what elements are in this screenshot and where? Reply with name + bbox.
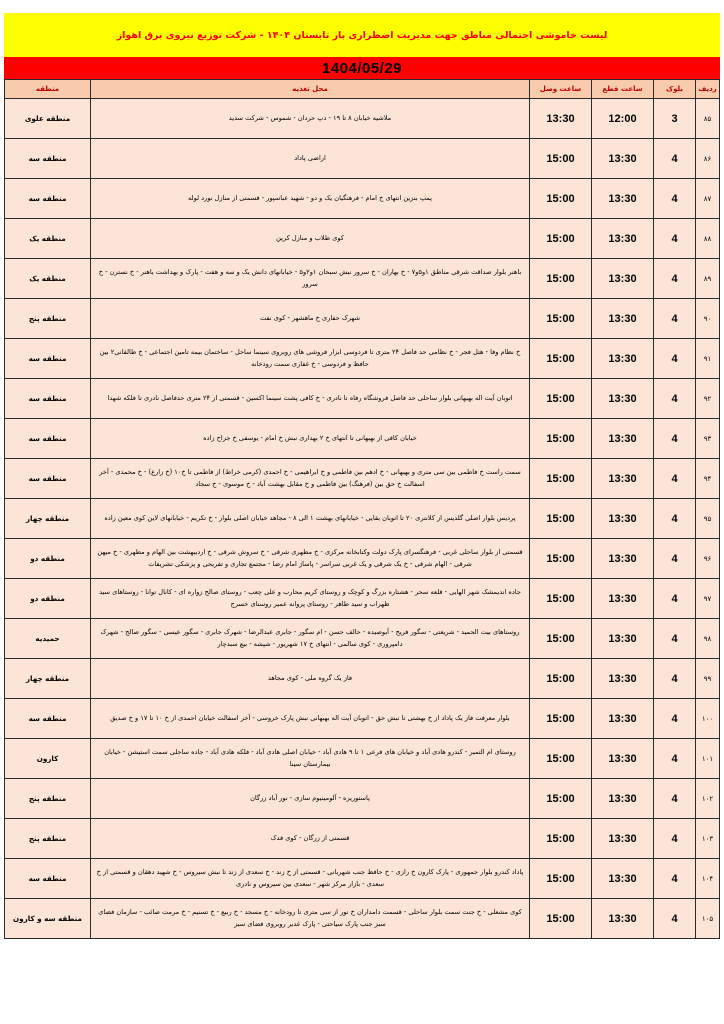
row-number-cell: ۸۷ [696, 179, 720, 219]
region-cell: منطقه علوی [5, 99, 91, 139]
block-cell: 4 [654, 579, 696, 619]
block-cell: 4 [654, 899, 696, 939]
table-header-row [5, 80, 720, 99]
table-row [5, 179, 720, 219]
region-cell: منطقه دو [5, 579, 91, 619]
region-cell: منطقه سه [5, 339, 91, 379]
block-cell: 3 [654, 99, 696, 139]
date-band [4, 57, 720, 79]
table-row [5, 419, 720, 459]
block-cell: 4 [654, 659, 696, 699]
table-row [5, 739, 720, 779]
region-cell: منطقه پنج [5, 779, 91, 819]
feed-location-cell: شهرک حفاری خ ماهشهر - کوی نفت [91, 299, 530, 339]
table-row [5, 859, 720, 899]
cut-time-cell: 13:30 [592, 699, 654, 739]
table-row [5, 339, 720, 379]
region-cell: منطقه دو [5, 539, 91, 579]
col-header-reconnect-time: ساعت وصل [530, 80, 592, 99]
region-cell: منطقه چهار [5, 499, 91, 539]
row-number-cell: ۱۰۳ [696, 819, 720, 859]
block-cell: 4 [654, 299, 696, 339]
block-cell: 4 [654, 379, 696, 419]
cut-time-cell: 13:30 [592, 179, 654, 219]
outage-schedule-table [4, 79, 720, 939]
block-cell: 4 [654, 459, 696, 499]
document-title-band [4, 13, 720, 57]
feed-location-cell: خیابان کافی از بهبهانی تا انتهای خ ۲ بهداری نبش خ امام - یوسفی خ جراح زاده [91, 419, 530, 459]
block-cell: 4 [654, 539, 696, 579]
block-cell: 4 [654, 339, 696, 379]
cut-time-cell: 12:00 [592, 99, 654, 139]
reconnect-time-cell: 15:00 [530, 459, 592, 499]
block-cell: 4 [654, 819, 696, 859]
block-cell: 4 [654, 699, 696, 739]
region-cell: منطقه سه [5, 859, 91, 899]
reconnect-time-cell: 15:00 [530, 619, 592, 659]
feed-location-cell: خ نظام وفا - هتل فجر - خ نظامی حد فاصل ۲۴ متری تا فردوسی ابزار فروشی های روبروی سینما ساحل - ساختمان بیمه تامین اجتماعی - خ طالقانی۲ بین حافظ و فردوسی - خ غفاری سمت رودخانه [91, 339, 530, 379]
reconnect-time-cell: 15:00 [530, 859, 592, 899]
feed-location-cell: جاده اندیمشک شهر الهایی - قلعه سحر - هشتاره بزرگ و کوچک و روستای کریم محارب و علی چعب - روستای صالح زواره ای - کانال توانا - روستاهای سید ظهراب و سید طاهر - روستای پروانه عمیر روستای خسرج [91, 579, 530, 619]
cut-time-cell: 13:30 [592, 859, 654, 899]
reconnect-time-cell: 15:00 [530, 579, 592, 619]
cut-time-cell: 13:30 [592, 579, 654, 619]
cut-time-cell: 13:30 [592, 499, 654, 539]
document-title: لیست خاموشی احتمالی مناطق جهت مدیریت اضطراری بار تابستان ۱۴۰۴ - شرکت توزیع نیروی برق اهواز [116, 29, 608, 41]
feed-location-cell: پمپ بنزین انتهای خ امام - فرهنگیان یک و دو - شهید عباسپور - قسمتی از منازل نورد لوله [91, 179, 530, 219]
cut-time-cell: 13:30 [592, 899, 654, 939]
block-cell: 4 [654, 779, 696, 819]
table-row [5, 779, 720, 819]
cut-time-cell: 13:30 [592, 539, 654, 579]
cut-time-cell: 13:30 [592, 779, 654, 819]
feed-location-cell: قسمتی از زرگان - کوی فدک [91, 819, 530, 859]
table-row [5, 619, 720, 659]
feed-location-cell: ملاشیه خیابان ۸ تا ۱۹ - دپ حردان - شموس - شرکت سدید [91, 99, 530, 139]
row-number-cell: ۹۰ [696, 299, 720, 339]
row-number-cell: ۸۸ [696, 219, 720, 259]
col-header-feed-location: محل تغذیه [91, 80, 530, 99]
region-cell: کارون [5, 739, 91, 779]
row-number-cell: ۹۵ [696, 499, 720, 539]
reconnect-time-cell: 15:00 [530, 699, 592, 739]
cut-time-cell: 13:30 [592, 219, 654, 259]
table-body [5, 99, 720, 939]
table-row [5, 219, 720, 259]
cut-time-cell: 13:30 [592, 339, 654, 379]
feed-location-cell: فاز یک گروه ملی - کوی مجاهد [91, 659, 530, 699]
region-cell: حمیدیه [5, 619, 91, 659]
reconnect-time-cell: 15:00 [530, 139, 592, 179]
row-number-cell: ۹۴ [696, 459, 720, 499]
reconnect-time-cell: 15:00 [530, 499, 592, 539]
block-cell: 4 [654, 619, 696, 659]
region-cell: منطقه سه [5, 459, 91, 499]
table-row [5, 139, 720, 179]
table-row [5, 659, 720, 699]
reconnect-time-cell: 15:00 [530, 379, 592, 419]
table-row [5, 499, 720, 539]
cut-time-cell: 13:30 [592, 619, 654, 659]
reconnect-time-cell: 15:00 [530, 819, 592, 859]
feed-location-cell: روستاهای بیت الحمید - شریعتی - سگور فریح - آبوصیده - حالف حسن - ام سگور - جابری عبدالرضا - شهرک جابری - سگور عیسی - سگور صالح - شهرک دامپروری - کوی سالمی - انتهای خ ۱۷ شهریور - شپشه - بیع سبدچار [91, 619, 530, 659]
row-number-cell: ۸۵ [696, 99, 720, 139]
row-number-cell: ۸۶ [696, 139, 720, 179]
table-row [5, 459, 720, 499]
region-cell: منطقه سه [5, 379, 91, 419]
block-cell: 4 [654, 419, 696, 459]
region-cell: منطقه سه [5, 419, 91, 459]
reconnect-time-cell: 13:30 [530, 99, 592, 139]
reconnect-time-cell: 15:00 [530, 419, 592, 459]
row-number-cell: ۹۶ [696, 539, 720, 579]
feed-location-cell: کوی طلاب و منازل کرین [91, 219, 530, 259]
block-cell: 4 [654, 219, 696, 259]
region-cell: منطقه چهار [5, 659, 91, 699]
cut-time-cell: 13:30 [592, 739, 654, 779]
row-number-cell: ۹۹ [696, 659, 720, 699]
row-number-cell: ۱۰۰ [696, 699, 720, 739]
region-cell: منطقه پنج [5, 819, 91, 859]
table-row [5, 699, 720, 739]
region-cell: منطقه سه [5, 699, 91, 739]
col-header-region: منطقه [5, 80, 91, 99]
schedule-date: 1404/05/29 [321, 59, 403, 77]
reconnect-time-cell: 15:00 [530, 259, 592, 299]
row-number-cell: ۹۳ [696, 419, 720, 459]
cut-time-cell: 13:30 [592, 299, 654, 339]
table-row [5, 379, 720, 419]
reconnect-time-cell: 15:00 [530, 739, 592, 779]
cut-time-cell: 13:30 [592, 259, 654, 299]
block-cell: 4 [654, 859, 696, 899]
col-header-block: بلوک [654, 80, 696, 99]
table-row [5, 899, 720, 939]
row-number-cell: ۹۲ [696, 379, 720, 419]
feed-location-cell: سمت راست خ فاطمی بین سی متری و بهبهانی - خ ادهم بین فاطمی و خ ابراهیمی - خ احمدی (کرمی خراط) از فاطمی تا خ۱۰ (خ زارع) - خ محمدی - آخر اسفالت خ حق بین (فرهنگ) بین فاطمی و خ مقابل بهشت آباد - خ موسوی - خ سجاد [91, 459, 530, 499]
table-row [5, 299, 720, 339]
feed-location-cell: پاستوریزه - آلومینیوم سازی - نور آباد زرگان [91, 779, 530, 819]
block-cell: 4 [654, 139, 696, 179]
block-cell: 4 [654, 499, 696, 539]
cut-time-cell: 13:30 [592, 659, 654, 699]
row-number-cell: ۱۰۴ [696, 859, 720, 899]
reconnect-time-cell: 15:00 [530, 659, 592, 699]
cut-time-cell: 13:30 [592, 459, 654, 499]
row-number-cell: ۹۸ [696, 619, 720, 659]
reconnect-time-cell: 15:00 [530, 539, 592, 579]
feed-location-cell: کوی مشعلی - خ جنت سمت بلوار ساحلی - قسمت دامداران خ نور از سی متری تا رودخانه - خ مسجد - خ ربیع - خ تسنیم - خ مرمت صائب - سازمان فضای سبز جنب پارک سیاحتی - پارک غدیر روبروی فضای سبز [91, 899, 530, 939]
cut-time-cell: 13:30 [592, 379, 654, 419]
row-number-cell: ۱۰۵ [696, 899, 720, 939]
reconnect-time-cell: 15:00 [530, 179, 592, 219]
block-cell: 4 [654, 739, 696, 779]
block-cell: 4 [654, 179, 696, 219]
feed-location-cell: اتوبان آیت اله بهبهانی بلوار ساحلی حد فاصل فروشگاه رفاه تا نادری - خ کافی پشت سینما اکسین - قسمتی از ۲۴ متری حدفاصل نادری تا فلکه شهدا [91, 379, 530, 419]
region-cell: منطقه سه [5, 139, 91, 179]
cut-time-cell: 13:30 [592, 139, 654, 179]
block-cell: 4 [654, 259, 696, 299]
col-header-row-number: ردیف [696, 80, 720, 99]
col-header-cut-time: ساعت قطع [592, 80, 654, 99]
feed-location-cell: قسمتی از بلوار ساحلی غربی - فرهنگسرای پارک دولت وکتابخانه مرکزی - خ مطهری شرقی - خ سروش شرقی - خ اردیبهشت بین الهام و مطهری - خ میهن شرقی - الهام شرقی - خ یک شرقی و یک غربی سراسر - پاساژ امام رضا - مجتمع تجاری و تفریحی و پزشکی تشریفات [91, 539, 530, 579]
region-cell: منطقه یک [5, 259, 91, 299]
row-number-cell: ۸۹ [696, 259, 720, 299]
table-row [5, 99, 720, 139]
region-cell: منطقه یک [5, 219, 91, 259]
feed-location-cell: پاداد کندرو بلوار جمهوری - پارک کارون خ رازی - خ حافظ جنب شهربانی - قسمتی از خ زند - خ سعدی از زند تا نبش سیروس - خ شهید دهقان و قسمتی از خ سعدی - بازار مرکز شهر - سعدی بین سیروس و نادری [91, 859, 530, 899]
row-number-cell: ۱۰۲ [696, 779, 720, 819]
region-cell: منطقه سه [5, 179, 91, 219]
feed-location-cell: روستای ام التمیر - کندرو هادی آباد و خیابان های فرعی ۱ تا ۹ هادی آباد - خیابان اصلی هادی آباد - فلکه هادی آباد - جاده ساحلی سمت استیشن - خیابان بیمارستان سینا [91, 739, 530, 779]
region-cell: منطقه سه و کارون [5, 899, 91, 939]
row-number-cell: ۹۱ [696, 339, 720, 379]
reconnect-time-cell: 15:00 [530, 299, 592, 339]
feed-location-cell: اراضی پاداد [91, 139, 530, 179]
region-cell: منطقه پنج [5, 299, 91, 339]
feed-location-cell: باهنر بلوار صداقت شرقی مناطق ۱و۵و۷ - خ بهاران - خ سرور نبش سبحان ۱و۲و۵ - خیابانهای دانش یک و سه و هفت - پارک و بهداشت باهنر - خ نسترن - خ سرور [91, 259, 530, 299]
reconnect-time-cell: 15:00 [530, 339, 592, 379]
reconnect-time-cell: 15:00 [530, 779, 592, 819]
table-row [5, 819, 720, 859]
feed-location-cell: پردیس بلوار اصلی گلدیس از کلانتری ۲۰ تا اتوبان بقایی - خیابانهای بهشت ۱ الی ۸ - مجاهد خیابان اصلی بلوار - خ تکریم - خیابانهای لاین کوی معین زاده [91, 499, 530, 539]
row-number-cell: ۱۰۱ [696, 739, 720, 779]
row-number-cell: ۹۷ [696, 579, 720, 619]
cut-time-cell: 13:30 [592, 819, 654, 859]
reconnect-time-cell: 15:00 [530, 219, 592, 259]
cut-time-cell: 13:30 [592, 419, 654, 459]
table-row [5, 539, 720, 579]
reconnect-time-cell: 15:00 [530, 899, 592, 939]
table-row [5, 579, 720, 619]
feed-location-cell: بلوار معرفت فاز یک پاداد از خ بهشتی تا نبش حق - اتوبان آیت اله بهبهانی نبش پارک خروسی - آخر اسفالت خیابان احمدی از خ ۱۰ تا ۱۷ و خ صدیق [91, 699, 530, 739]
table-row [5, 259, 720, 299]
